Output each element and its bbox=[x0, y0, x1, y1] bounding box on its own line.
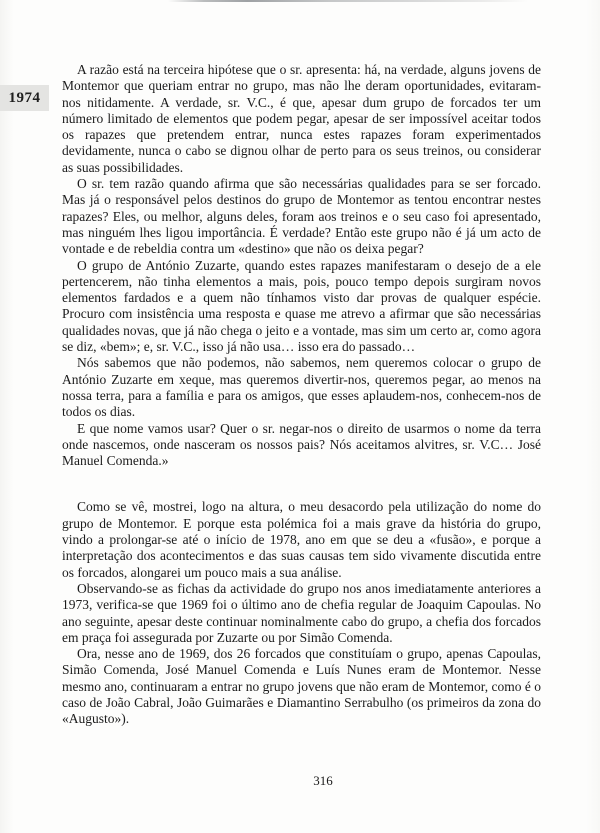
paragraph: E que nome vamos usar? Quer o sr. negar-nos o direito de usarmos o nome da terra onde nascemos, onde nasceram os nossos pais? Nós aceitamos alvitres, sr. V.C… José Manuel Comenda.» bbox=[62, 420, 541, 469]
paragraph: Como se vê, mostrei, logo na altura, o meu desacordo pela utilização do nome do grupo de Montemor. E porque esta polémica foi a mais grave da história do grupo, vindo a prolongar-se até o início de 1978, ano em que se deu a «fusão», e porque a interpretação dos acontecimentos e das suas causas tem sido vivamente discutida entre os forcados, alongarei um pouco mais a sua análise. bbox=[62, 499, 541, 580]
page-body bbox=[62, 62, 541, 728]
paragraph: Nós sabemos que não podemos, não sabemos, nem queremos colocar o grupo de António Zuzarte em xeque, mas queremos divertir-nos, queremos pegar, ao menos na nossa terra, para a família e para os amigos, que esses aplaudem-nos, conhecem-nos de todos os dias. bbox=[62, 355, 541, 420]
margin-year-label: 1974 bbox=[0, 85, 49, 111]
commentary-section bbox=[62, 499, 541, 727]
paragraph: A razão está na terceira hipótese que o sr. apresenta: há, na verdade, alguns jovens de Montemor que queriam entrar no grupo, mas não lhe deram oportunidades, evitaram-nos nitidamente. A verdade, sr. V.C., é que, apesar dum grupo de forcados ter um número limitado de elementos que podem pegar, apesar de ser impossível aceitar todos os rapazes que pretendem entrar, nunca estes rapazes foram experimentados devidamente, nunca o cabo se dignou olhar de perto para os seus treinos, ou considerar as suas possibilidades. bbox=[62, 62, 541, 175]
quoted-letter-section bbox=[62, 62, 541, 469]
paragraph: O sr. tem razão quando afirma que são necessárias qualidades para se ser forcado. Mas já o responsável pelos destinos do grupo de Montemor as tentou encontrar nestes rapazes? Eles, ou melhor, alguns deles, foram aos treinos e o seu caso foi apresentado, mas ninguém lhes ligou importância. É verdade? Então este grupo não é já um acto de vontade e de rebeldia contra um «destino» que não os deixa pegar? bbox=[62, 176, 541, 257]
page-number: 316 bbox=[313, 773, 333, 788]
paragraph: Observando-se as fichas da actividade do grupo nos anos imediatamente anteriores a 1973, verifica-se que 1969 foi o último ano de chefia regular de Joaquim Capoulas. No ano seguinte, apesar deste continuar nominalmente cabo do grupo, a chefia dos forcados em praça foi assegurada por Zuzarte ou por Simão Comenda. bbox=[62, 580, 541, 645]
paragraph: Ora, nesse ano de 1969, dos 26 forcados que constituíam o grupo, apenas Capoulas, Simão Comenda, José Manuel Comenda e Luís Nunes eram de Montemor. Nesse mesmo ano, continuaram a entrar no grupo jovens que não eram de Montemor, como é o caso de João Cabral, João Guimarães e Diamantino Serrabulho (os primeiros da zona do «Augusto»). bbox=[62, 646, 541, 727]
paragraph: O grupo de António Zuzarte, quando estes rapazes manifestaram o desejo de a ele pertencerem, não tinha elementos a mais, pois, pouco tempo depois surgiram novos elementos fardados e a quem não tínhamos visto dar provas de qualquer espécie. Procuro com insistência uma resposta e quase me atrevo a afirmar que são necessárias qualidades novas, que já não chega o jeito e a vontade, mas sim um certo ar, como agora se diz, «bem»; e, sr. V.C., isso já não usa… isso era do passado… bbox=[62, 257, 541, 355]
scan-artifact bbox=[168, 0, 528, 2]
